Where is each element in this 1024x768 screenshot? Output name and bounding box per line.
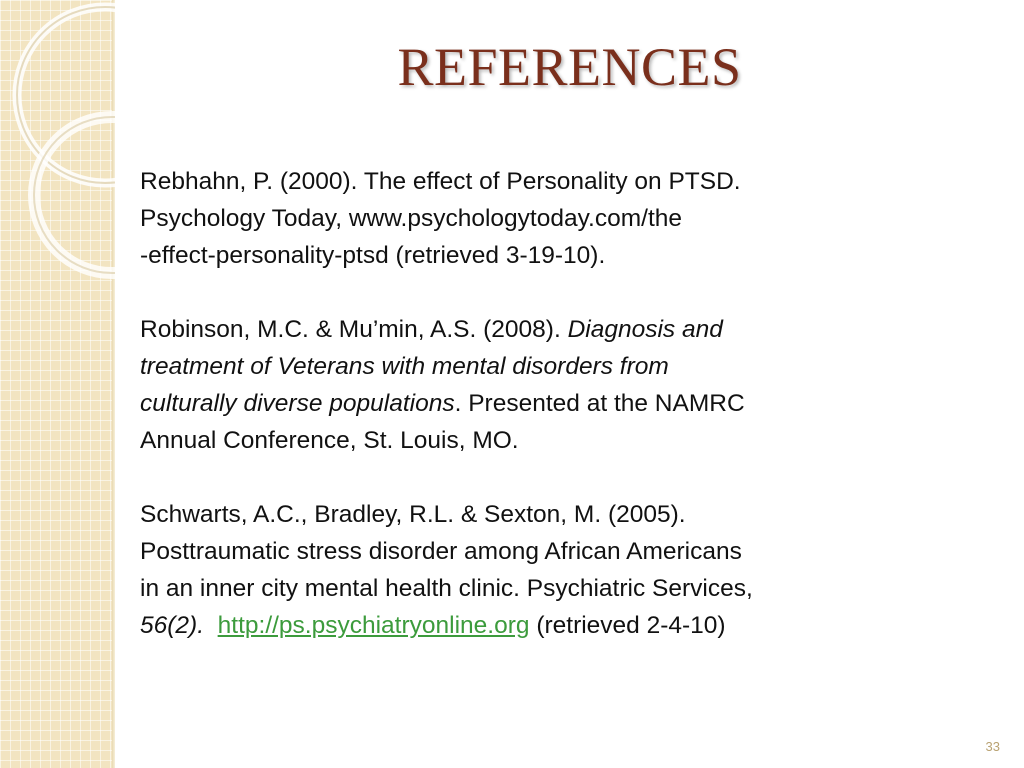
reference-item xyxy=(140,496,970,644)
ref-title-italic: culturally diverse populations xyxy=(140,390,455,417)
ref-title-italic: treatment of Veterans with mental disorders from xyxy=(140,353,669,380)
ref-text: Robinson, M.C. & Mu’min, A.S. (2008). xyxy=(140,316,568,343)
ref-line xyxy=(140,607,970,644)
ref-line: Posttraumatic stress disorder among African Americans xyxy=(140,538,742,565)
page-number: 33 xyxy=(985,739,1000,754)
ref-line: Schwarts, A.C., Bradley, R.L. & Sexton, M. (2005). xyxy=(140,501,686,528)
ref-text: (retrieved 2-4-10) xyxy=(529,612,726,639)
ref-line: in an inner city mental health clinic. Psychiatric Services, xyxy=(140,575,753,602)
ref-line xyxy=(140,385,970,422)
slide-title: REFERENCES xyxy=(397,37,742,97)
reference-item xyxy=(140,311,970,459)
ref-line: Psychology Today, www.psychologytoday.com/the xyxy=(140,205,683,232)
ref-line: -effect-personality-ptsd (retrieved 3-19-10). xyxy=(140,242,606,269)
decorative-circles xyxy=(0,0,115,330)
ref-line: Annual Conference, St. Louis, MO. xyxy=(140,427,519,454)
ref-text: . Presented at the NAMRC xyxy=(454,390,745,417)
reference-list xyxy=(140,163,970,681)
ref-title-italic: Diagnosis and xyxy=(567,316,723,343)
ref-line xyxy=(140,311,970,348)
ref-volume-italic: 56(2). xyxy=(140,612,205,639)
reference-item xyxy=(140,163,970,274)
ref-line: Rebhahn, P. (2000). The effect of Personality on PTSD. xyxy=(140,168,741,195)
reference-link[interactable]: http://ps.psychiatryonline.org xyxy=(217,612,530,639)
